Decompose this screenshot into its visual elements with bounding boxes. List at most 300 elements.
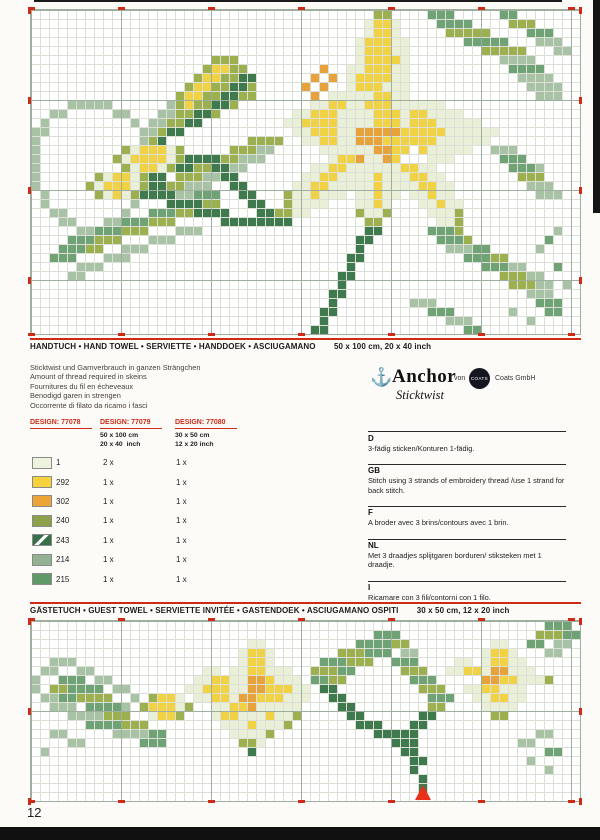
stitch-cell — [383, 137, 391, 145]
stitch-cell — [284, 119, 292, 127]
stitch-cell — [104, 676, 112, 684]
stitch-cell — [338, 182, 346, 190]
stitch-cell — [185, 92, 193, 100]
stitch-cell — [68, 218, 76, 226]
stitch-cell — [95, 101, 103, 109]
stitch-cell — [311, 182, 319, 190]
stitch-cell — [293, 694, 301, 702]
stitch-cell — [95, 685, 103, 693]
stitch-cell — [527, 83, 535, 91]
stitch-cell — [428, 119, 436, 127]
stitch-cell — [527, 29, 535, 37]
stitch-cell — [401, 128, 409, 136]
stitch-cell — [374, 65, 382, 73]
stitch-cell — [230, 218, 238, 226]
stitch-cell — [167, 164, 175, 172]
stitch-cell — [518, 56, 526, 64]
stitch-cell — [302, 137, 310, 145]
stitch-cell — [203, 200, 211, 208]
size-inch-77080: 12 x 20 inch — [175, 441, 214, 448]
stitch-cell — [221, 92, 229, 100]
stitch-cell — [356, 155, 364, 163]
stitch-cell — [428, 712, 436, 720]
grid-tick — [579, 708, 582, 715]
stitch-cell — [329, 137, 337, 145]
stitch-cell — [122, 254, 130, 262]
stitch-cell — [428, 685, 436, 693]
stitch-cell — [365, 20, 373, 28]
stitch-cell — [338, 694, 346, 702]
page-edge-top — [34, 0, 562, 2]
page-edge-right — [593, 0, 600, 213]
stitch-cell — [455, 29, 463, 37]
stitch-cell — [401, 730, 409, 738]
hand-towel-caption-size: 50 x 100 cm, 20 x 40 inch — [333, 342, 432, 351]
stitch-cell — [446, 667, 454, 675]
stitch-cell — [374, 200, 382, 208]
stitch-cell — [527, 74, 535, 82]
stitch-cell — [545, 191, 553, 199]
stitch-cell — [176, 164, 184, 172]
stitch-cell — [50, 209, 58, 217]
stitch-cell — [176, 92, 184, 100]
guest-towel-caption-size: 30 x 50 cm, 12 x 20 inch — [416, 606, 510, 615]
stitch-cell — [86, 712, 94, 720]
stitch-cell — [509, 676, 517, 684]
stitch-cell — [77, 685, 85, 693]
stitch-cell — [392, 74, 400, 82]
stitch-cell — [167, 119, 175, 127]
stitch-cell — [320, 110, 328, 118]
stitch-cell — [68, 272, 76, 280]
stitch-cell — [419, 173, 427, 181]
stitch-cell — [464, 254, 472, 262]
stitch-cell — [392, 20, 400, 28]
page-number: 12 — [27, 805, 42, 820]
stitch-cell — [329, 92, 337, 100]
stitch-cell — [401, 146, 409, 154]
stitch-cell — [374, 83, 382, 91]
stitch-cell — [158, 119, 166, 127]
stitch-cell — [347, 119, 355, 127]
stitch-cell — [212, 694, 220, 702]
stitch-cell — [239, 164, 247, 172]
stitch-cell — [338, 155, 346, 163]
stitch-cell — [500, 685, 508, 693]
stitch-cell — [203, 110, 211, 118]
stitch-cell — [221, 218, 229, 226]
stitch-cell — [185, 227, 193, 235]
stitch-cell — [311, 676, 319, 684]
stitch-cell — [401, 739, 409, 747]
stitch-cell — [338, 676, 346, 684]
stitch-cell — [86, 101, 94, 109]
stitch-cell — [149, 703, 157, 711]
stitch-cell — [248, 694, 256, 702]
stitch-cell — [86, 182, 94, 190]
stitch-cell — [419, 200, 427, 208]
stitch-cell — [149, 712, 157, 720]
stitch-cell — [122, 209, 130, 217]
stitch-cell — [347, 649, 355, 657]
stitch-cell — [140, 218, 148, 226]
stitch-cell — [518, 47, 526, 55]
stitch-cell — [527, 272, 535, 280]
stitch-cell — [401, 667, 409, 675]
thread-info-line: Amount of thread required in skeins — [30, 372, 147, 382]
stitch-cell — [203, 676, 211, 684]
stitch-cell — [545, 676, 553, 684]
stitch-cell — [374, 38, 382, 46]
stitch-cell — [554, 631, 562, 639]
stitch-cell — [554, 622, 562, 630]
stitch-cell — [257, 685, 265, 693]
stitch-cell — [68, 694, 76, 702]
stitch-cell — [257, 658, 265, 666]
lang-code: GB — [368, 466, 380, 476]
stitch-cell — [356, 47, 364, 55]
stitch-cell — [545, 281, 553, 289]
stitch-cell — [536, 182, 544, 190]
stitch-cell — [68, 658, 76, 666]
stitch-cell — [383, 155, 391, 163]
stitch-cell — [437, 209, 445, 217]
stitch-cell — [311, 128, 319, 136]
stitch-cell — [419, 182, 427, 190]
stitch-cell — [230, 703, 238, 711]
stitch-cell — [320, 200, 328, 208]
stitch-cell — [248, 658, 256, 666]
stitch-cell — [527, 317, 535, 325]
stitch-cell — [50, 254, 58, 262]
stitch-cell — [248, 748, 256, 756]
color-swatch — [32, 476, 52, 488]
coats-name: Coats GmbH — [495, 375, 536, 382]
lang-code: I — [368, 583, 371, 593]
instructions — [368, 431, 566, 614]
stitch-cell — [383, 11, 391, 19]
divider-red-line-2 — [30, 602, 581, 604]
stitch-cell — [410, 766, 418, 774]
stitch-cell — [311, 667, 319, 675]
stitch-cell — [167, 694, 175, 702]
stitch-cell — [401, 83, 409, 91]
grid-tick — [28, 97, 31, 104]
stitch-cell — [311, 200, 319, 208]
brand-sub: Sticktwist — [396, 388, 444, 402]
stitch-cell — [221, 83, 229, 91]
stitch-cell — [239, 649, 247, 657]
stitch-cell — [356, 173, 364, 181]
stitch-cell — [428, 694, 436, 702]
stitch-cell — [401, 119, 409, 127]
stitch-cell — [158, 209, 166, 217]
stitch-cell — [482, 263, 490, 271]
stitch-cell — [482, 703, 490, 711]
brand-name: Anchor — [392, 366, 457, 387]
stitch-cell — [320, 173, 328, 181]
stitch-cell — [131, 227, 139, 235]
stitch-cell — [545, 308, 553, 316]
stitch-cell — [410, 137, 418, 145]
stitch-cell — [374, 640, 382, 648]
stitch-cell — [203, 164, 211, 172]
stitch-cell — [239, 218, 247, 226]
stitch-cell — [482, 685, 490, 693]
stitch-cell — [419, 128, 427, 136]
stitch-cell — [230, 65, 238, 73]
stitch-cell — [392, 65, 400, 73]
instruction-f — [368, 506, 566, 533]
stitch-cell — [509, 658, 517, 666]
stitch-cell — [320, 326, 328, 334]
stitch-cell — [554, 649, 562, 657]
stitch-cell — [428, 164, 436, 172]
stitch-cell — [500, 146, 508, 154]
stitch-cell — [500, 263, 508, 271]
stitch-cell — [320, 191, 328, 199]
stitch-cell — [68, 236, 76, 244]
stitch-cell — [536, 74, 544, 82]
stitch-cell — [401, 47, 409, 55]
grid-tick — [28, 187, 31, 194]
stitch-cell — [446, 137, 454, 145]
stitch-cell — [248, 649, 256, 657]
stitch-cell — [545, 649, 553, 657]
stitch-cell — [194, 200, 202, 208]
stitch-cell — [293, 191, 301, 199]
stitch-cell — [365, 92, 373, 100]
stitch-cell — [248, 685, 256, 693]
stitch-cell — [311, 92, 319, 100]
stitch-cell — [32, 685, 40, 693]
stitch-cell — [365, 110, 373, 118]
stitch-cell — [338, 191, 346, 199]
stitch-cell — [428, 676, 436, 684]
stitch-cell — [536, 65, 544, 73]
stitch-cell — [149, 164, 157, 172]
stitch-cell — [59, 685, 67, 693]
stitch-cell — [518, 694, 526, 702]
stitch-cell — [356, 245, 364, 253]
stitch-cell — [59, 676, 67, 684]
stitch-cell — [140, 191, 148, 199]
stitch-cell — [194, 164, 202, 172]
stitch-cell — [392, 146, 400, 154]
stitch-cell — [167, 110, 175, 118]
grid-tick — [118, 7, 125, 10]
stitch-cell — [473, 694, 481, 702]
stitch-cell — [131, 218, 139, 226]
stitch-cell — [446, 191, 454, 199]
stitch-cell — [365, 155, 373, 163]
stitch-cell — [131, 200, 139, 208]
stitch-cell — [347, 164, 355, 172]
stitch-cell — [167, 101, 175, 109]
grid-tick — [388, 618, 395, 621]
stitch-cell — [320, 119, 328, 127]
stitch-cell — [131, 173, 139, 181]
grid-tick — [388, 7, 395, 10]
stitch-cell — [158, 739, 166, 747]
stitch-cell — [410, 164, 418, 172]
stitch-cell — [500, 47, 508, 55]
stitch-cell — [518, 164, 526, 172]
stitch-cell — [491, 676, 499, 684]
stitch-cell — [185, 200, 193, 208]
stitch-cell — [50, 110, 58, 118]
stitch-cell — [329, 101, 337, 109]
stitch-cell — [446, 119, 454, 127]
stitch-cell — [419, 299, 427, 307]
stitch-cell — [446, 218, 454, 226]
stitch-cell — [95, 227, 103, 235]
stitch-cell — [284, 712, 292, 720]
stitch-cell — [545, 182, 553, 190]
stitch-cell — [437, 685, 445, 693]
stitch-cell — [356, 38, 364, 46]
stitch-cell — [59, 218, 67, 226]
stitch-cell — [95, 173, 103, 181]
stitch-cell — [59, 209, 67, 217]
stitch-cell — [158, 694, 166, 702]
stitch-cell — [230, 164, 238, 172]
stitch-cell — [347, 263, 355, 271]
stitch-cell — [311, 101, 319, 109]
stitch-cell — [392, 137, 400, 145]
thread-row — [30, 453, 370, 472]
stitch-cell — [518, 74, 526, 82]
grid-tick — [579, 277, 582, 284]
stitch-cell — [482, 38, 490, 46]
stitch-cell — [284, 676, 292, 684]
stitch-cell — [311, 74, 319, 82]
stitch-cell — [338, 119, 346, 127]
stitch-cell — [554, 191, 562, 199]
stitch-cell — [356, 182, 364, 190]
stitch-cell — [158, 137, 166, 145]
stitch-cell — [437, 128, 445, 136]
lang-code: NL — [368, 541, 379, 551]
stitch-cell — [257, 721, 265, 729]
stitch-cell — [428, 200, 436, 208]
grid-tick — [388, 333, 395, 336]
stitch-cell — [374, 164, 382, 172]
stitch-cell — [347, 667, 355, 675]
stitch-cell — [410, 667, 418, 675]
stitch-cell — [329, 676, 337, 684]
stitch-cell — [230, 74, 238, 82]
stitch-cell — [59, 245, 67, 253]
stitch-cell — [401, 110, 409, 118]
stitch-cell — [140, 721, 148, 729]
stitch-cell — [248, 640, 256, 648]
qty-design-77079: 1 x — [103, 555, 114, 565]
stitch-cell — [464, 29, 472, 37]
color-swatch — [32, 554, 52, 566]
stitch-cell — [338, 101, 346, 109]
stitch-cell — [410, 173, 418, 181]
stitch-cell — [338, 110, 346, 118]
stitch-cell — [392, 29, 400, 37]
stitch-cell — [500, 38, 508, 46]
stitch-cell — [365, 218, 373, 226]
stitch-cell — [131, 155, 139, 163]
stitch-cell — [194, 74, 202, 82]
stitch-cell — [122, 685, 130, 693]
stitch-cell — [212, 164, 220, 172]
stitch-cell — [365, 29, 373, 37]
grid-tick — [579, 798, 582, 805]
stitch-cell — [446, 236, 454, 244]
stitch-cell — [545, 29, 553, 37]
stitch-cell — [248, 155, 256, 163]
stitch-cell — [437, 200, 445, 208]
stitch-cell — [266, 649, 274, 657]
stitch-cell — [473, 38, 481, 46]
stitch-cell — [320, 137, 328, 145]
stitch-cell — [518, 658, 526, 666]
stitch-cell — [176, 209, 184, 217]
stitch-cell — [365, 640, 373, 648]
lang-text: Met 3 draadjes splijtgaren borduren/ stiksteken met 1 draadje. — [368, 551, 542, 570]
stitch-cell — [257, 649, 265, 657]
stitch-cell — [77, 739, 85, 747]
stitch-cell — [419, 685, 427, 693]
stitch-cell — [383, 640, 391, 648]
stitch-cell — [176, 128, 184, 136]
stitch-cell — [536, 281, 544, 289]
stitch-cell — [545, 290, 553, 298]
stitch-cell — [536, 83, 544, 91]
stitch-cell — [392, 128, 400, 136]
stitch-cell — [176, 110, 184, 118]
stitch-cell — [365, 101, 373, 109]
stitch-cell — [122, 730, 130, 738]
stitch-cell — [410, 721, 418, 729]
stitch-cell — [482, 649, 490, 657]
stitch-cell — [221, 65, 229, 73]
stitch-cell — [113, 173, 121, 181]
stitch-cell — [176, 119, 184, 127]
stitch-cell — [428, 209, 436, 217]
stitch-cell — [392, 119, 400, 127]
stitch-cell — [365, 56, 373, 64]
stitch-cell — [266, 218, 274, 226]
stitch-cell — [554, 748, 562, 756]
stitch-cell — [455, 317, 463, 325]
stitch-cell — [329, 191, 337, 199]
stitch-cell — [32, 155, 40, 163]
stitch-cell — [338, 137, 346, 145]
stitch-cell — [491, 146, 499, 154]
stitch-cell — [140, 227, 148, 235]
stitch-cell — [419, 119, 427, 127]
stitch-cell — [509, 694, 517, 702]
stitch-cell — [257, 640, 265, 648]
stitch-cell — [356, 236, 364, 244]
stitch-cell — [500, 667, 508, 675]
stitch-cell — [41, 119, 49, 127]
stitch-cell — [428, 128, 436, 136]
stitch-cell — [554, 263, 562, 271]
stitch-cell — [518, 739, 526, 747]
thread-row — [30, 550, 370, 569]
stitch-cell — [113, 227, 121, 235]
stitch-cell — [356, 92, 364, 100]
stitch-cell — [509, 281, 517, 289]
stitch-cell — [230, 101, 238, 109]
